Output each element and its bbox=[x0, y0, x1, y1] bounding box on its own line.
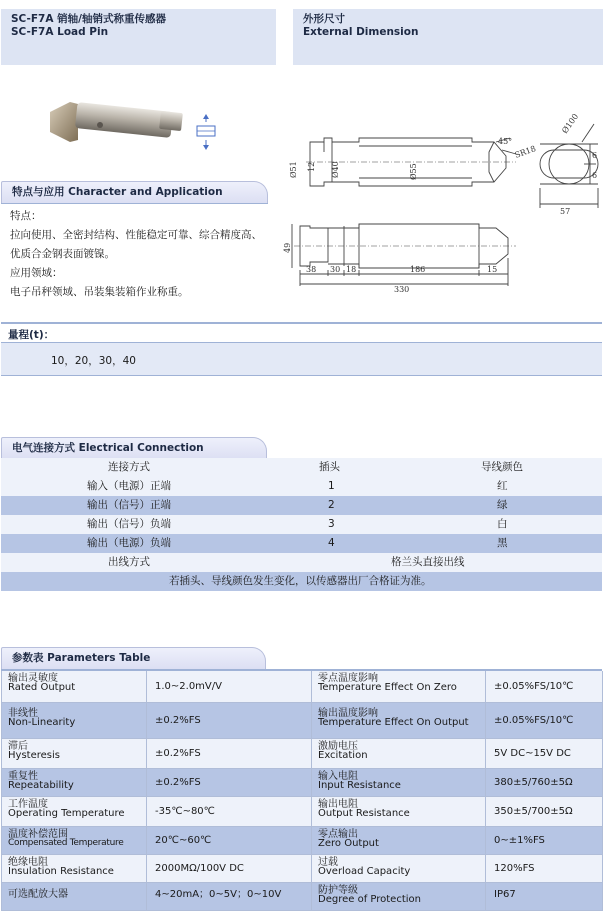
dim-w57: 57 bbox=[560, 207, 571, 216]
dim-sr18: SR18 bbox=[513, 144, 538, 160]
dim-h49: 49 bbox=[283, 242, 292, 253]
electrical-row-color: 绿 bbox=[497, 499, 508, 511]
param-label: 滞后 Hysteresis bbox=[2, 739, 147, 769]
range-label-row bbox=[1, 324, 602, 342]
param-label: 绝缘电阻 Insulation Resistance bbox=[2, 855, 147, 883]
dimension-title-en: External Dimension bbox=[303, 26, 419, 38]
electrical-row-color: 黑 bbox=[497, 537, 508, 549]
param-value: 5V DC~15V DC bbox=[486, 739, 603, 769]
param-label: 输出电阻 Output Resistance bbox=[312, 797, 486, 827]
electrical-row-color: 红 bbox=[497, 480, 508, 492]
dim-d100: Ø100 bbox=[560, 112, 581, 136]
param-label: 非线性 Non-Linearity bbox=[2, 703, 147, 739]
param-label: 输出灵敏度 Rated Output bbox=[2, 671, 147, 703]
range-values-band bbox=[1, 342, 602, 376]
electrical-row bbox=[1, 534, 602, 553]
application-line-3: 优质合金钢表面镀镍。 bbox=[10, 248, 115, 260]
range-label: 量程(t)： bbox=[8, 329, 55, 341]
param-label: 零点温度影响 Temperature Effect On Zero bbox=[312, 671, 486, 703]
range-values: 10，20，30，40 bbox=[51, 355, 136, 367]
pin-end bbox=[159, 111, 183, 131]
param-label: 温度补偿范围 Compensated Temperature bbox=[2, 827, 147, 855]
param-value: -35℃~80℃ bbox=[147, 797, 312, 827]
electrical-tab-label: 电气连接方式 Electrical Connection bbox=[12, 442, 204, 454]
pin-shaft bbox=[75, 102, 173, 138]
dimension-title-box bbox=[293, 9, 603, 65]
dim-l186: 186 bbox=[410, 265, 426, 274]
dim-l30: 30 bbox=[330, 265, 341, 274]
force-direction-icon bbox=[194, 114, 218, 154]
electrical-row-mode: 输出（电源）负端 bbox=[87, 537, 171, 549]
electrical-row bbox=[1, 477, 602, 496]
param-label: 输出温度影响 Temperature Effect On Output bbox=[312, 703, 486, 739]
dim-l15: 15 bbox=[487, 265, 498, 274]
electrical-tab bbox=[1, 437, 267, 459]
dimension-title-cn: 外形尺寸 bbox=[303, 13, 345, 25]
parameters-tab bbox=[1, 647, 266, 669]
electrical-outlet-value: 格兰头直接出线 bbox=[391, 556, 465, 568]
param-label: 工作温度 Operating Temperature bbox=[2, 797, 147, 827]
param-value: 380±5/760±5Ω bbox=[486, 769, 603, 797]
dimension-drawing bbox=[284, 98, 604, 294]
product-title-en: SC-F7A Load Pin bbox=[11, 26, 109, 38]
electrical-row-mode: 输出（信号）正端 bbox=[87, 499, 171, 511]
application-line-4: 应用领域： bbox=[10, 267, 63, 279]
application-line-1: 特点： bbox=[10, 210, 42, 222]
electrical-header-row bbox=[1, 458, 602, 477]
electrical-note-row bbox=[1, 572, 602, 591]
electrical-row-mode: 输入（电源）正端 bbox=[87, 480, 171, 492]
param-value: 1.0~2.0mV/V bbox=[147, 671, 312, 703]
dim-angle: 45° bbox=[498, 137, 513, 146]
param-value: 120%FS bbox=[486, 855, 603, 883]
application-line-2: 拉向使用、全密封结构、性能稳定可靠、综合精度高、 bbox=[10, 229, 262, 241]
application-divider bbox=[1, 203, 268, 204]
dim-d55: Ø55 bbox=[409, 163, 418, 180]
product-title-cn: SC-F7A 销轴/轴销式称重传感器 bbox=[11, 13, 166, 25]
param-value: ±0.2%FS bbox=[147, 739, 312, 769]
param-value: 20℃~60℃ bbox=[147, 827, 312, 855]
param-label: 防护等级 Degree of Protection bbox=[312, 883, 486, 911]
dim-six-b: 6 bbox=[592, 171, 598, 180]
parameters-tab-label: 参数表 Parameters Table bbox=[12, 652, 151, 664]
electrical-row-plug: 3 bbox=[328, 518, 335, 530]
electrical-header-color: 导线颜色 bbox=[481, 461, 523, 473]
param-label: 可选配放大器 bbox=[2, 883, 147, 911]
electrical-row-plug: 2 bbox=[328, 499, 335, 511]
parameters-table bbox=[1, 671, 602, 911]
param-value: ±0.2%FS bbox=[147, 769, 312, 797]
param-value: 2000MΩ/100V DC bbox=[147, 855, 312, 883]
param-value: 4~20mA；0~5V；0~10V bbox=[147, 883, 312, 911]
electrical-header-plug: 插头 bbox=[319, 461, 340, 473]
param-value: 0~±1%FS bbox=[486, 827, 603, 855]
electrical-note: 若插头、导线颜色发生变化，以传感器出厂合格证为准。 bbox=[169, 575, 432, 587]
electrical-row-plug: 1 bbox=[328, 480, 335, 492]
pin-head bbox=[50, 102, 78, 142]
dim-d51: Ø51 bbox=[289, 161, 298, 178]
electrical-row bbox=[1, 496, 602, 515]
param-label: 输入电阻 Input Resistance bbox=[312, 769, 486, 797]
dim-d40: Ø40 bbox=[331, 161, 340, 178]
param-value: ±0.05%FS/10℃ bbox=[486, 703, 603, 739]
application-tab-label: 特点与应用 Character and Application bbox=[12, 186, 223, 198]
param-label: 零点输出 Zero Output bbox=[312, 827, 486, 855]
param-label: 重复性 Repeatability bbox=[2, 769, 147, 797]
dim-l38: 38 bbox=[306, 265, 317, 274]
dim-six-a: 6 bbox=[592, 151, 598, 160]
electrical-row-mode: 输出（信号）负端 bbox=[87, 518, 171, 530]
application-line-5: 电子吊秤领域、吊装集装箱作业称重。 bbox=[10, 286, 189, 298]
param-value: ±0.05%FS/10℃ bbox=[486, 671, 603, 703]
electrical-row bbox=[1, 515, 602, 534]
pin-hole bbox=[97, 122, 103, 128]
application-text bbox=[10, 207, 275, 302]
electrical-row-color: 白 bbox=[497, 518, 508, 530]
dim-l18: 18 bbox=[346, 265, 357, 274]
electrical-outlet-label: 出线方式 bbox=[108, 556, 150, 568]
param-value: IP67 bbox=[486, 883, 603, 911]
dim-l330: 330 bbox=[394, 285, 410, 294]
param-value: ±0.2%FS bbox=[147, 703, 312, 739]
application-tab bbox=[1, 181, 268, 203]
dim-d12: 12 bbox=[307, 161, 316, 172]
electrical-row-plug: 4 bbox=[328, 537, 335, 549]
electrical-outlet-row bbox=[1, 553, 602, 572]
product-title-box bbox=[1, 9, 276, 65]
param-label: 过载 Overload Capacity bbox=[312, 855, 486, 883]
electrical-header-mode: 连接方式 bbox=[108, 461, 150, 473]
param-value: 350±5/700±5Ω bbox=[486, 797, 603, 827]
param-label: 激励电压 Excitation bbox=[312, 739, 486, 769]
